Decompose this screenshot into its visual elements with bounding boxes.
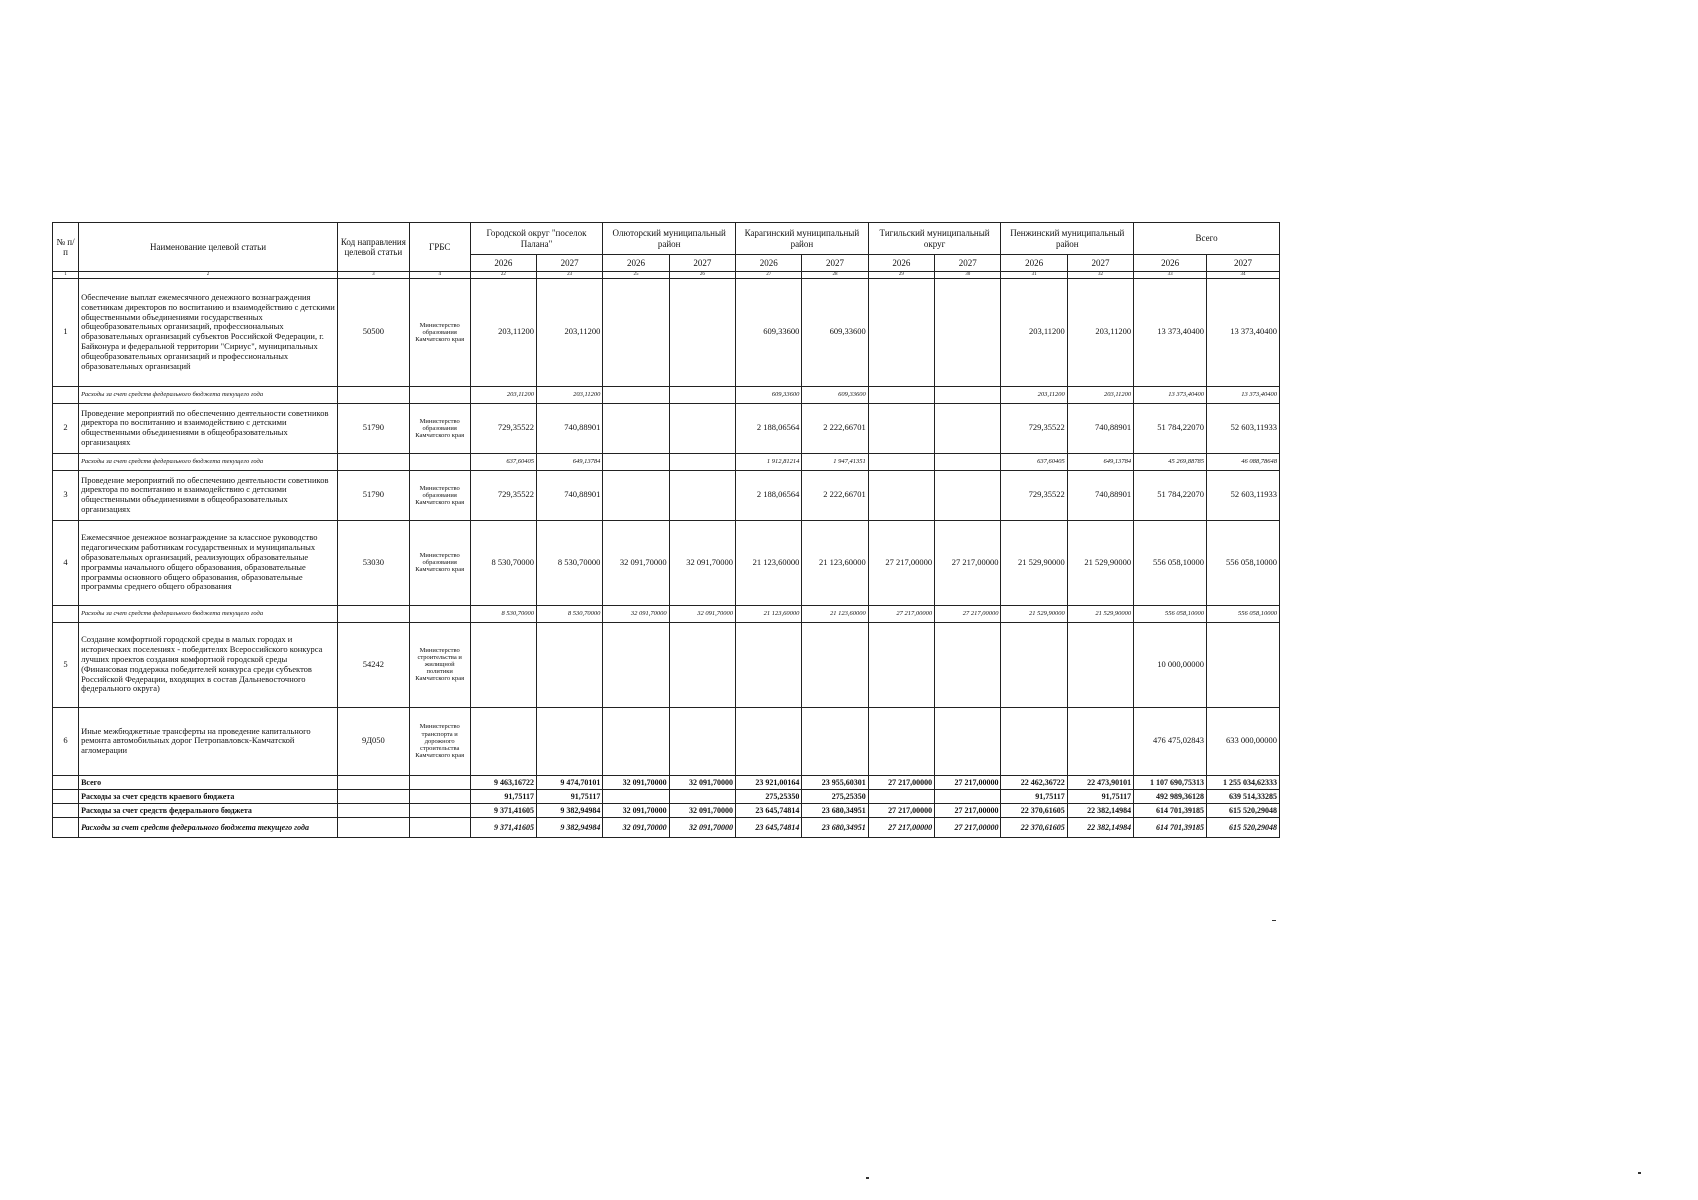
- amount-cell: 91,75117: [1067, 789, 1133, 803]
- amount-cell: 9 371,41605: [470, 817, 536, 837]
- amount-cell: 27 217,00000: [868, 803, 934, 817]
- table-row: [53, 707, 1280, 775]
- amount-cell: 91,75117: [1001, 789, 1067, 803]
- amount-cell: 9 382,94984: [536, 817, 602, 837]
- header-group-karaginsky: Карагинский муниципальный район: [736, 223, 869, 255]
- amount-cell: 649,13784: [536, 453, 602, 470]
- row-number: [53, 605, 79, 622]
- amount-cell: 614 701,39185: [1134, 803, 1207, 817]
- amount-cell: [736, 707, 802, 775]
- column-number: 31: [1001, 272, 1067, 279]
- row-number: [53, 775, 79, 789]
- header-group-total: Всего: [1134, 223, 1280, 255]
- total-row: [53, 803, 1280, 817]
- grbs-name: [409, 386, 470, 403]
- header-year: 2027: [1067, 255, 1133, 272]
- amount-cell: 203,11200: [470, 386, 536, 403]
- amount-cell: 32 091,70000: [669, 775, 735, 789]
- amount-cell: [603, 622, 669, 707]
- header-year: 2027: [802, 255, 868, 272]
- amount-cell: 52 603,11933: [1207, 470, 1280, 520]
- direction-code: [337, 453, 409, 470]
- header-year: 2027: [935, 255, 1001, 272]
- amount-cell: [1001, 707, 1067, 775]
- amount-cell: [669, 403, 735, 453]
- amount-cell: 740,88901: [536, 470, 602, 520]
- amount-cell: 203,11200: [536, 278, 602, 386]
- target-item-name: Проведение мероприятий по обеспечению деятельности советников директора по воспитанию и взаимодействию с детскими общественными объединениями в общеобразовательных организациях: [79, 470, 338, 520]
- amount-cell: [802, 707, 868, 775]
- amount-cell: 51 784,22070: [1134, 470, 1207, 520]
- subtotal-row: [53, 453, 1280, 470]
- direction-code: 51790: [337, 470, 409, 520]
- amount-cell: 203,11200: [536, 386, 602, 403]
- direction-code: 54242: [337, 622, 409, 707]
- amount-cell: 649,13784: [1067, 453, 1133, 470]
- column-number: 2: [79, 272, 338, 279]
- amount-cell: 32 091,70000: [669, 803, 735, 817]
- header-code: Код направления целевой статьи: [337, 223, 409, 272]
- direction-code: [337, 386, 409, 403]
- amount-cell: 609,33600: [802, 386, 868, 403]
- amount-cell: 1 912,81214: [736, 453, 802, 470]
- amount-cell: 32 091,70000: [603, 605, 669, 622]
- amount-cell: 729,35522: [470, 403, 536, 453]
- amount-cell: [868, 789, 934, 803]
- direction-code: [337, 817, 409, 837]
- amount-cell: 203,11200: [1067, 386, 1133, 403]
- amount-cell: [868, 386, 934, 403]
- amount-cell: 23 921,00164: [736, 775, 802, 789]
- amount-cell: 23 645,74814: [736, 817, 802, 837]
- amount-cell: 729,35522: [1001, 470, 1067, 520]
- amount-cell: [470, 707, 536, 775]
- amount-cell: 32 091,70000: [669, 817, 735, 837]
- amount-cell: [536, 622, 602, 707]
- grbs-name: [409, 605, 470, 622]
- target-item-name: Расходы за счет средств федерального бюджета текущего года: [79, 386, 338, 403]
- direction-code: [337, 789, 409, 803]
- column-number: 23: [536, 272, 602, 279]
- amount-cell: [669, 707, 735, 775]
- header-num: № п/п: [53, 223, 79, 272]
- amount-cell: 10 000,00000: [1134, 622, 1207, 707]
- direction-code: 51790: [337, 403, 409, 453]
- amount-cell: 729,35522: [1001, 403, 1067, 453]
- amount-cell: [868, 470, 934, 520]
- amount-cell: 22 370,61605: [1001, 817, 1067, 837]
- table-row: [53, 622, 1280, 707]
- amount-cell: [669, 789, 735, 803]
- direction-code: 50500: [337, 278, 409, 386]
- amount-cell: 27 217,00000: [868, 775, 934, 789]
- header-year: 2027: [669, 255, 735, 272]
- header-group-penzhinsky: Пенжинский муниципальный район: [1001, 223, 1134, 255]
- amount-cell: 23 680,34951: [802, 817, 868, 837]
- table-row: [53, 470, 1280, 520]
- grbs-name: [409, 453, 470, 470]
- grbs-name: Министерство образования Камчатского края: [409, 403, 470, 453]
- header-name: Наименование целевой статьи: [79, 223, 338, 272]
- amount-cell: 8 530,70000: [536, 605, 602, 622]
- amount-cell: 2 222,66701: [802, 470, 868, 520]
- header-year: 2027: [536, 255, 602, 272]
- amount-cell: 32 091,70000: [603, 520, 669, 605]
- budget-sheet: [52, 222, 1280, 838]
- column-number: 3: [337, 272, 409, 279]
- scan-speck: [866, 1177, 869, 1179]
- column-number: 1: [53, 272, 79, 279]
- amount-cell: 609,33600: [802, 278, 868, 386]
- amount-cell: 22 382,14984: [1067, 817, 1133, 837]
- column-number: 22: [470, 272, 536, 279]
- amount-cell: 13 373,40400: [1207, 278, 1280, 386]
- column-number: 33: [1134, 272, 1207, 279]
- direction-code: [337, 803, 409, 817]
- amount-cell: 22 370,61605: [1001, 803, 1067, 817]
- amount-cell: [736, 622, 802, 707]
- amount-cell: 13 373,40400: [1134, 278, 1207, 386]
- target-item-name: Ежемесячное денежное вознаграждение за классное руководство педагогическим работникам государственных и муниципальных образовательных организаций, реализующих образовательные программы начального общего образования, образовательные программы основного общего образования, образовательные программы среднего общего образования: [79, 520, 338, 605]
- amount-cell: 32 091,70000: [603, 775, 669, 789]
- amount-cell: 9 474,70101: [536, 775, 602, 789]
- scan-speck: [1272, 920, 1276, 921]
- amount-cell: 2 188,06564: [736, 470, 802, 520]
- row-number: 2: [53, 403, 79, 453]
- amount-cell: 51 784,22070: [1134, 403, 1207, 453]
- budget-table: [52, 222, 1280, 838]
- amount-cell: 91,75117: [470, 789, 536, 803]
- amount-cell: 637,60405: [470, 453, 536, 470]
- amount-cell: 275,25350: [736, 789, 802, 803]
- amount-cell: 8 530,70000: [470, 605, 536, 622]
- grbs-name: Министерство строительства и жилищной политики Камчатского края: [409, 622, 470, 707]
- amount-cell: [935, 278, 1001, 386]
- direction-code: 53030: [337, 520, 409, 605]
- amount-cell: 27 217,00000: [935, 605, 1001, 622]
- header-year: 2026: [470, 255, 536, 272]
- amount-cell: 740,88901: [1067, 403, 1133, 453]
- target-item-name: Расходы за счет средств федерального бюджета текущего года: [79, 605, 338, 622]
- header-group-tigilsky: Тигильский муниципальный округ: [868, 223, 1001, 255]
- grbs-name: [409, 789, 470, 803]
- amount-cell: 2 188,06564: [736, 403, 802, 453]
- amount-cell: 476 475,02843: [1134, 707, 1207, 775]
- row-number: [53, 386, 79, 403]
- amount-cell: 615 520,29048: [1207, 803, 1280, 817]
- amount-cell: 556 058,10000: [1207, 520, 1280, 605]
- amount-cell: 9 371,41605: [470, 803, 536, 817]
- header-year: 2026: [1134, 255, 1207, 272]
- amount-cell: 27 217,00000: [868, 520, 934, 605]
- target-item-name: Расходы за счет средств федерального бюджета текущего года: [79, 453, 338, 470]
- amount-cell: 27 217,00000: [868, 605, 934, 622]
- amount-cell: 740,88901: [536, 403, 602, 453]
- amount-cell: [669, 622, 735, 707]
- amount-cell: 52 603,11933: [1207, 403, 1280, 453]
- amount-cell: 27 217,00000: [868, 817, 934, 837]
- target-item-name: Всего: [79, 775, 338, 789]
- table-row: [53, 278, 1280, 386]
- amount-cell: 492 989,36128: [1134, 789, 1207, 803]
- amount-cell: 9 463,16722: [470, 775, 536, 789]
- subtotal-row: [53, 386, 1280, 403]
- column-number: 30: [935, 272, 1001, 279]
- amount-cell: [1207, 622, 1280, 707]
- amount-cell: 1 947,41351: [802, 453, 868, 470]
- row-number: 1: [53, 278, 79, 386]
- amount-cell: [935, 707, 1001, 775]
- amount-cell: [603, 707, 669, 775]
- amount-cell: [603, 403, 669, 453]
- amount-cell: [802, 622, 868, 707]
- amount-cell: [669, 386, 735, 403]
- amount-cell: 32 091,70000: [669, 605, 735, 622]
- amount-cell: [935, 470, 1001, 520]
- amount-cell: 21 123,60000: [736, 520, 802, 605]
- amount-cell: [603, 789, 669, 803]
- header-year: 2027: [1207, 255, 1280, 272]
- amount-cell: [868, 278, 934, 386]
- column-number: 4: [409, 272, 470, 279]
- total-row: [53, 817, 1280, 837]
- amount-cell: [868, 707, 934, 775]
- row-number: [53, 789, 79, 803]
- amount-cell: 633 000,00000: [1207, 707, 1280, 775]
- amount-cell: 556 058,10000: [1134, 520, 1207, 605]
- header-grbs: ГРБС: [409, 223, 470, 272]
- amount-cell: [935, 622, 1001, 707]
- amount-cell: 32 091,70000: [603, 803, 669, 817]
- amount-cell: 615 520,29048: [1207, 817, 1280, 837]
- row-number: 4: [53, 520, 79, 605]
- amount-cell: 45 269,88785: [1134, 453, 1207, 470]
- amount-cell: 27 217,00000: [935, 520, 1001, 605]
- amount-cell: [669, 453, 735, 470]
- amount-cell: [603, 386, 669, 403]
- amount-cell: 21 529,90000: [1067, 520, 1133, 605]
- scan-speck: [1638, 1172, 1641, 1174]
- amount-cell: 639 514,33285: [1207, 789, 1280, 803]
- amount-cell: 8 530,70000: [470, 520, 536, 605]
- amount-cell: 32 091,70000: [603, 817, 669, 837]
- table-row: [53, 403, 1280, 453]
- direction-code: 9Д050: [337, 707, 409, 775]
- column-number: 26: [669, 272, 735, 279]
- target-item-name: Расходы за счет средств краевого бюджета: [79, 789, 338, 803]
- amount-cell: 27 217,00000: [935, 817, 1001, 837]
- header-group-olyutorsky: Олюторский муниципальный район: [603, 223, 736, 255]
- amount-cell: 21 529,90000: [1067, 605, 1133, 622]
- amount-cell: 21 529,90000: [1001, 520, 1067, 605]
- row-number: 5: [53, 622, 79, 707]
- amount-cell: 13 373,40400: [1134, 386, 1207, 403]
- table-body: [53, 278, 1280, 837]
- amount-cell: [603, 470, 669, 520]
- amount-cell: 21 123,60000: [802, 605, 868, 622]
- amount-cell: 203,11200: [1067, 278, 1133, 386]
- amount-cell: 1 107 690,75313: [1134, 775, 1207, 789]
- target-item-name: Расходы за счет средств федерального бюджета: [79, 803, 338, 817]
- amount-cell: 8 530,70000: [536, 520, 602, 605]
- amount-cell: [470, 622, 536, 707]
- amount-cell: 21 529,90000: [1001, 605, 1067, 622]
- amount-cell: 23 680,34951: [802, 803, 868, 817]
- header-year: 2026: [736, 255, 802, 272]
- target-item-name: Расходы за счет средств федерального бюджета текущего года: [79, 817, 338, 837]
- amount-cell: 21 123,60000: [736, 605, 802, 622]
- amount-cell: 740,88901: [1067, 470, 1133, 520]
- amount-cell: 614 701,39185: [1134, 817, 1207, 837]
- table-row: [53, 520, 1280, 605]
- target-item-name: Иные межбюджетные трансферты на проведение капитального ремонта автомобильных дорог Петропавловск-Камчатской агломерации: [79, 707, 338, 775]
- amount-cell: 23 955,60301: [802, 775, 868, 789]
- amount-cell: 203,11200: [1001, 386, 1067, 403]
- amount-cell: [1067, 622, 1133, 707]
- column-number: 29: [868, 272, 934, 279]
- amount-cell: 22 462,36722: [1001, 775, 1067, 789]
- amount-cell: 556 058,10000: [1207, 605, 1280, 622]
- amount-cell: 27 217,00000: [935, 775, 1001, 789]
- grbs-name: Министерство образования Камчатского края: [409, 470, 470, 520]
- column-number: 25: [603, 272, 669, 279]
- target-item-name: Обеспечение выплат ежемесячного денежного вознаграждения советникам директоров по воспитанию и взаимодействию с детскими общественными объединениями государственных общеобразовательных организаций, профессиональных образовательных организаций субъектов Российской Федерации, г. Байконура и федеральной территории "Сириус", муниципальных общеобразовательных организаций и профессиональных образовательных организаций: [79, 278, 338, 386]
- header-year: 2026: [603, 255, 669, 272]
- row-number: 6: [53, 707, 79, 775]
- amount-cell: [868, 453, 934, 470]
- grbs-name: Министерство транспорта и дорожного строительства Камчатского края: [409, 707, 470, 775]
- amount-cell: [1067, 707, 1133, 775]
- target-item-name: Создание комфортной городской среды в малых городах и исторических поселениях - победителях Всероссийского конкурса лучших проектов создания комфортной городской среды (Финансовая поддержка победителей конкурса среди субъектов Российской Федерации, входящих в состав Дальневосточного федерального округа): [79, 622, 338, 707]
- row-number: [53, 803, 79, 817]
- amount-cell: [868, 622, 934, 707]
- amount-cell: [669, 278, 735, 386]
- column-number-row: [53, 272, 1280, 279]
- direction-code: [337, 605, 409, 622]
- amount-cell: 32 091,70000: [669, 520, 735, 605]
- grbs-name: [409, 775, 470, 789]
- amount-cell: 9 382,94984: [536, 803, 602, 817]
- amount-cell: 2 222,66701: [802, 403, 868, 453]
- grbs-name: [409, 803, 470, 817]
- subtotal-row: [53, 605, 1280, 622]
- row-number: [53, 453, 79, 470]
- amount-cell: 21 123,60000: [802, 520, 868, 605]
- column-number: 34: [1207, 272, 1280, 279]
- amount-cell: [603, 278, 669, 386]
- amount-cell: 91,75117: [536, 789, 602, 803]
- amount-cell: [1001, 622, 1067, 707]
- amount-cell: 609,33600: [736, 278, 802, 386]
- header-year: 2026: [1001, 255, 1067, 272]
- grbs-name: Министерство образования Камчатского края: [409, 520, 470, 605]
- column-number: 28: [802, 272, 868, 279]
- amount-cell: [935, 403, 1001, 453]
- amount-cell: 1 255 034,62333: [1207, 775, 1280, 789]
- grbs-name: Министерство образования Камчатского края: [409, 278, 470, 386]
- amount-cell: 22 382,14984: [1067, 803, 1133, 817]
- amount-cell: 27 217,00000: [935, 803, 1001, 817]
- amount-cell: [935, 789, 1001, 803]
- header-group-palana: Городской округ "поселок Палана": [470, 223, 603, 255]
- amount-cell: [536, 707, 602, 775]
- amount-cell: [868, 403, 934, 453]
- amount-cell: 275,25350: [802, 789, 868, 803]
- amount-cell: 22 473,90101: [1067, 775, 1133, 789]
- amount-cell: 203,11200: [470, 278, 536, 386]
- grbs-name: [409, 817, 470, 837]
- amount-cell: [669, 470, 735, 520]
- column-number: 32: [1067, 272, 1133, 279]
- amount-cell: 729,35522: [470, 470, 536, 520]
- amount-cell: 23 645,74814: [736, 803, 802, 817]
- target-item-name: Проведение мероприятий по обеспечению деятельности советников директора по воспитанию и взаимодействию с детскими общественными объединениями в общеобразовательных организациях: [79, 403, 338, 453]
- amount-cell: [935, 453, 1001, 470]
- row-number: 3: [53, 470, 79, 520]
- direction-code: [337, 775, 409, 789]
- total-row: [53, 789, 1280, 803]
- row-number: [53, 817, 79, 837]
- amount-cell: [935, 386, 1001, 403]
- amount-cell: 203,11200: [1001, 278, 1067, 386]
- amount-cell: 556 058,10000: [1134, 605, 1207, 622]
- header-year: 2026: [868, 255, 934, 272]
- amount-cell: [603, 453, 669, 470]
- total-row: [53, 775, 1280, 789]
- column-number: 27: [736, 272, 802, 279]
- amount-cell: 46 088,78648: [1207, 453, 1280, 470]
- amount-cell: 13 373,40400: [1207, 386, 1280, 403]
- amount-cell: 609,33600: [736, 386, 802, 403]
- amount-cell: 637,60405: [1001, 453, 1067, 470]
